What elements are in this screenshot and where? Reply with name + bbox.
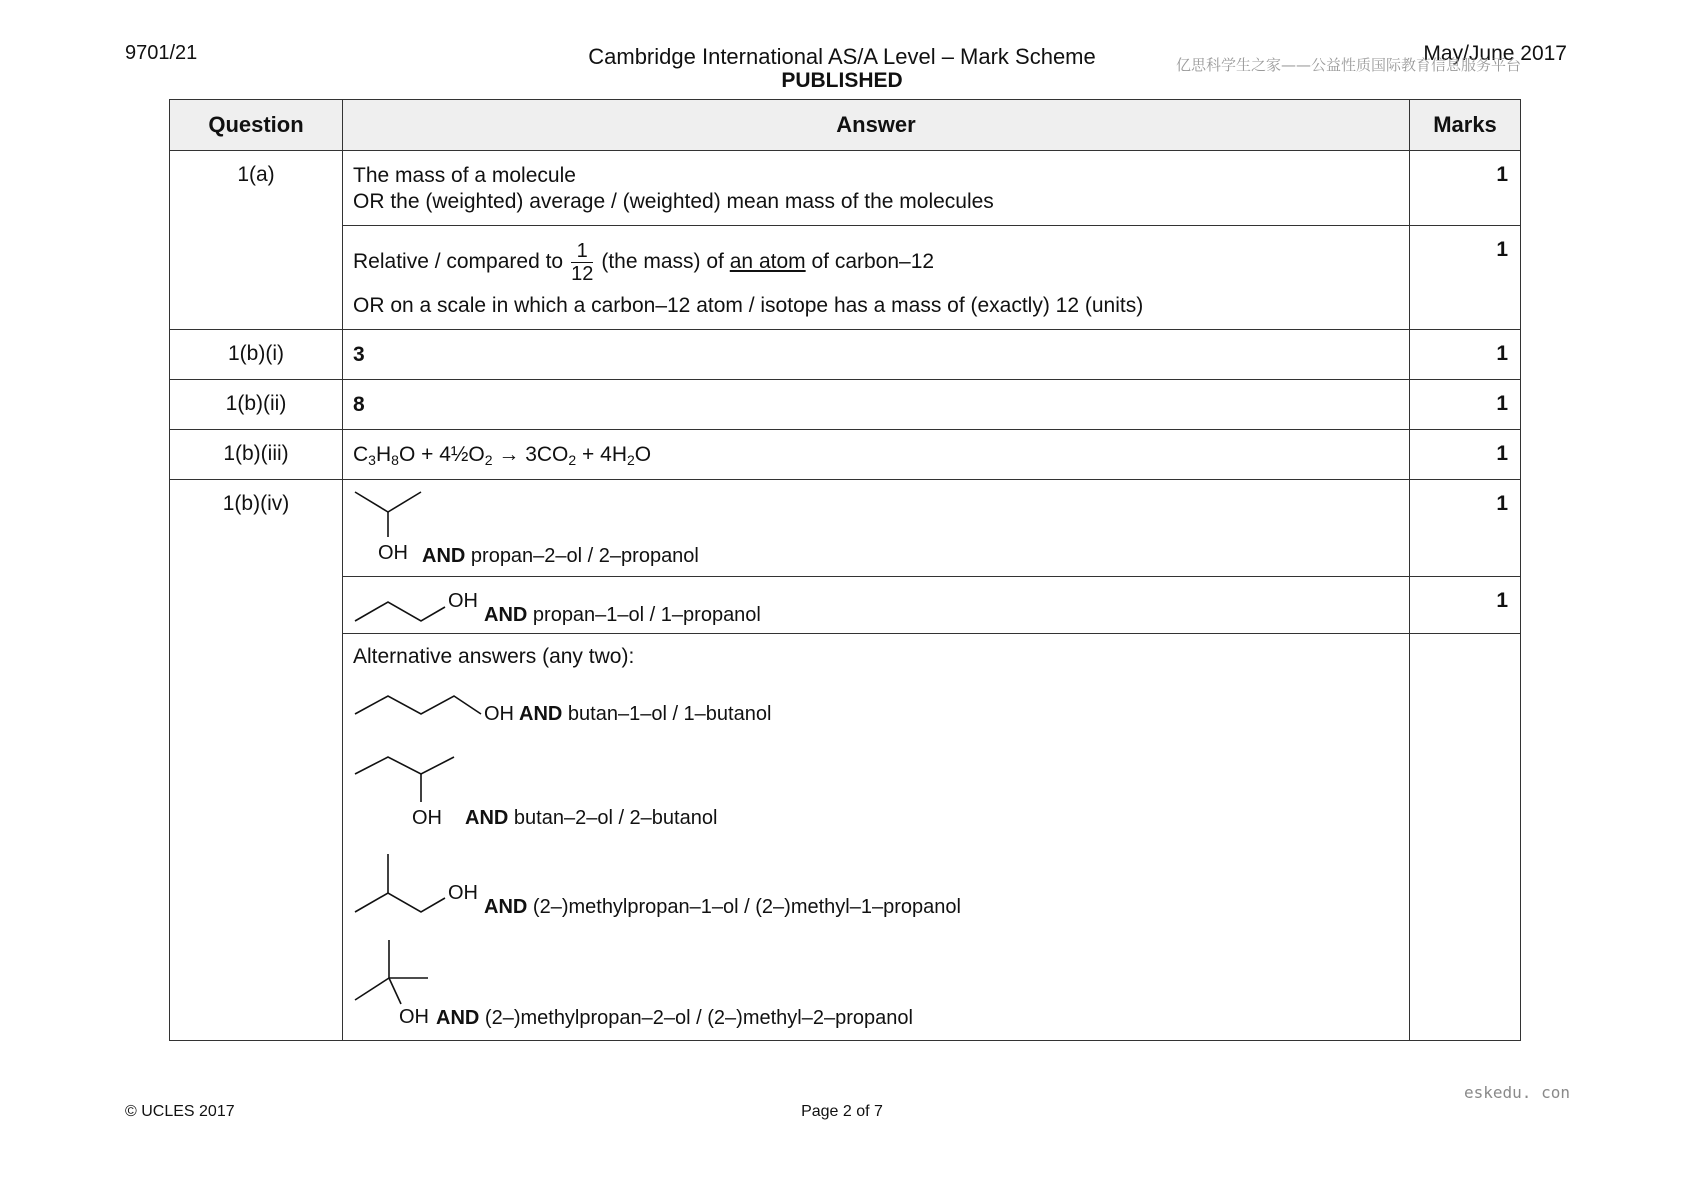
hydroxyl-label: OH: [378, 542, 408, 564]
paper-code: 9701/21: [125, 42, 198, 64]
and-keyword: AND: [465, 807, 509, 829]
marks-cell: 1: [1410, 380, 1521, 430]
eq-subscript: 2: [484, 452, 493, 468]
mark-scheme-table: [169, 99, 1521, 1041]
marks-cell: 1: [1410, 330, 1521, 380]
answer-cell: [343, 577, 1410, 634]
marks-cell: 1: [1410, 151, 1521, 226]
answer-line: OR the (weighted) average / (weighted) mean mass of the molecules: [353, 190, 994, 213]
answer-text: of carbon–12: [811, 250, 935, 274]
table-row: [170, 151, 1521, 226]
hydroxyl-label: OH: [448, 590, 478, 612]
exam-session: May/June 2017: [1423, 42, 1567, 65]
propan-2-ol-entry: [353, 490, 1399, 568]
question-cell: 1(b)(i): [170, 330, 343, 380]
answer-cell: [343, 634, 1410, 1041]
question-header: Question: [170, 100, 343, 151]
compound-name: butan–1–ol / 1–butanol: [567, 703, 772, 725]
answer-cell: 3: [343, 330, 1410, 380]
combustion-equation: [353, 443, 651, 466]
underlined-key-phrase: an atom: [729, 250, 806, 274]
methylpropan-1-ol-structure: [353, 850, 453, 916]
butan-1-ol-structure: [353, 692, 493, 734]
table-row: [170, 480, 1521, 577]
watermark-text: eskedu. con: [1464, 1083, 1570, 1102]
eq-part: O: [398, 443, 416, 466]
eq-part: + 4½O: [415, 443, 485, 466]
answer-cell: [343, 480, 1410, 577]
fraction: [571, 240, 593, 285]
answer-text: Relative / compared to: [353, 250, 564, 274]
answer-line: [422, 543, 699, 569]
compound-name: (2–)methylpropan–2–ol / (2–)methyl–2–propanol: [484, 1007, 913, 1029]
answer-cell: [343, 430, 1410, 480]
compound-name: butan–2–ol / 2–butanol: [513, 807, 718, 829]
answer-text: (the mass) of: [601, 250, 724, 274]
answer-line: [353, 240, 1399, 285]
eq-part: O: [634, 443, 652, 466]
and-keyword: AND: [484, 604, 528, 626]
hydroxyl-label: OH: [412, 807, 442, 829]
eq-subscript: 2: [568, 452, 577, 468]
methylpropan-1-ol-entry: [353, 850, 1399, 924]
published-label: PUBLISHED: [781, 69, 903, 92]
copyright-notice: © UCLES 2017: [125, 1103, 235, 1120]
compound-name: (2–)methylpropan–1–ol / (2–)methyl–1–propanol: [532, 896, 961, 918]
table-row: [170, 330, 1521, 380]
eq-subscript: 8: [391, 452, 399, 468]
question-cell: 1(b)(iv): [170, 480, 343, 1041]
fraction-numerator: 1: [571, 240, 593, 263]
fraction-denominator: 12: [571, 263, 594, 285]
propan-2-ol-structure: [353, 490, 433, 546]
answer-cell: 8: [343, 380, 1410, 430]
methylpropan-2-ol-structure: [353, 938, 433, 1014]
answer-header: Answer: [343, 100, 1410, 151]
table-row: [170, 577, 1521, 634]
and-keyword: AND: [436, 1007, 480, 1029]
propan-1-ol-structure: [353, 585, 453, 627]
methylpropan-2-ol-entry: [353, 938, 1399, 1034]
hydroxyl-label: OH: [448, 882, 478, 904]
table-header-row: [170, 100, 1521, 151]
eq-part: → 3CO: [492, 443, 569, 466]
answer-cell: [343, 151, 1410, 226]
document-title: Cambridge International AS/A Level – Mark Scheme: [588, 44, 1096, 69]
eq-subscript: 3: [368, 452, 376, 468]
butan-1-ol-entry: [353, 692, 1399, 740]
answer-line: [519, 701, 771, 727]
marks-cell: 1: [1410, 480, 1521, 577]
watermark-text: 亿思科学生之家——公益性质国际教育信息服务平台: [1176, 56, 1522, 74]
and-keyword: AND: [422, 545, 466, 567]
marks-cell: [1410, 634, 1521, 1041]
eq-part: C: [353, 443, 369, 466]
compound-name: propan–2–ol / 2–propanol: [470, 545, 699, 567]
butan-2-ol-entry: [353, 756, 1399, 834]
question-cell: 1(b)(iii): [170, 430, 343, 480]
answer-line: [465, 805, 717, 831]
and-keyword: AND: [519, 703, 563, 725]
answer-line: [436, 1005, 913, 1031]
hydroxyl-label: OH: [399, 1006, 429, 1028]
answer-line: The mass of a molecule: [353, 164, 576, 187]
table-row: [170, 226, 1521, 330]
answer-line: [484, 894, 961, 920]
marks-cell: 1: [1410, 577, 1521, 634]
question-cell: 1(a): [170, 151, 343, 330]
propan-1-ol-entry: [353, 585, 1399, 627]
marks-cell: 1: [1410, 226, 1521, 330]
butan-2-ol-structure: [353, 756, 463, 812]
marks-header: Marks: [1410, 100, 1521, 151]
question-cell: 1(b)(ii): [170, 380, 343, 430]
page-number: Page 2 of 7: [801, 1103, 883, 1120]
answer-cell: [343, 226, 1410, 330]
and-keyword: AND: [484, 896, 528, 918]
table-row: [170, 430, 1521, 480]
eq-part: H: [375, 443, 392, 466]
answer-line: [484, 602, 761, 628]
table-row: [170, 380, 1521, 430]
eq-subscript: 2: [626, 452, 635, 468]
hydroxyl-label: OH: [484, 703, 514, 725]
marks-cell: 1: [1410, 430, 1521, 480]
table-row: [170, 634, 1521, 1041]
alternatives-heading: Alternative answers (any two):: [353, 645, 635, 668]
eq-part: + 4H: [576, 443, 627, 466]
compound-name: propan–1–ol / 1–propanol: [532, 604, 761, 626]
answer-line: OR on a scale in which a carbon–12 atom / isotope has a mass of (exactly) 12 (units): [353, 294, 1144, 317]
